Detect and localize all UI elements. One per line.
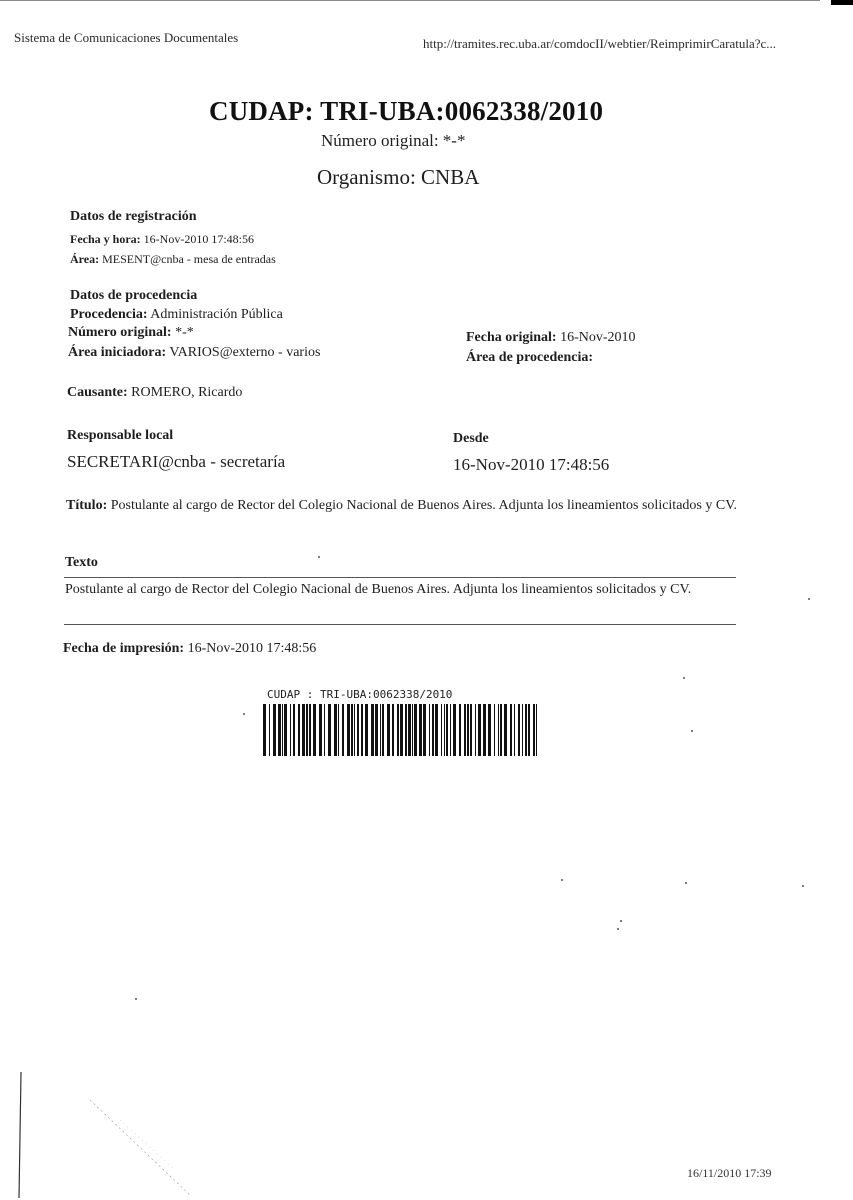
barcode-bar (278, 704, 281, 756)
barcode-bar (528, 704, 530, 756)
barcode-bar (500, 704, 502, 756)
barcode-bar (302, 704, 305, 756)
area-value: MESENT@cnba - mesa de entradas (102, 252, 276, 266)
barcode-image (263, 704, 537, 756)
barcode-bar (306, 704, 308, 756)
barcode-bar (375, 704, 378, 756)
organismo-title: Organismo: CNBA (317, 165, 480, 189)
barcode-bar (423, 704, 426, 756)
barcode-bar (522, 704, 523, 756)
scan-speck (561, 879, 563, 881)
area-iniciadora-label: Área iniciadora: (68, 345, 167, 360)
scan-speck (683, 677, 685, 679)
barcode-bar (467, 704, 469, 756)
barcode-bar (459, 704, 461, 756)
scan-speck (691, 730, 693, 732)
barcode-bar (464, 704, 466, 756)
barcode-bar (371, 704, 374, 756)
barcode-bar (414, 704, 417, 756)
page-url: http://tramites.rec.uba.ar/comdocII/webtier/ReimprimirCaratula?c... (423, 36, 777, 51)
barcode-bar (408, 704, 411, 756)
barcode-bar (387, 704, 390, 756)
barcode-bar (483, 704, 486, 756)
numero-original-title: Número original: *-* (321, 131, 466, 150)
cudap-title: CUDAP: TRI-UBA:0062338/2010 (209, 96, 604, 126)
desde-label: Desde (453, 431, 489, 446)
area-procedencia-label: Área de procedencia: (466, 350, 594, 365)
texto-top-rule (64, 577, 736, 578)
registracion-heading: Datos de registración (70, 209, 197, 224)
barcode-bar (533, 704, 535, 756)
desde-value: 16-Nov-2010 17:48:56 (453, 455, 610, 474)
barcode-bar (432, 704, 434, 756)
fecha-hora-value: 16-Nov-2010 17:48:56 (143, 232, 254, 246)
barcode-bar (269, 704, 270, 756)
barcode-caption: CUDAP : TRI-UBA:0062338/2010 (267, 688, 453, 701)
barcode-bar (293, 704, 295, 756)
barcode-bar (284, 704, 287, 756)
barcode-bar (453, 704, 456, 756)
barcode-bar (475, 704, 476, 756)
impresion-label: Fecha de impresión: (63, 641, 185, 656)
barcode-bar (435, 704, 438, 756)
barcode-bar (273, 704, 276, 756)
barcode-bar (488, 704, 491, 756)
barcode-bar (510, 704, 512, 756)
numero-original-row (68, 325, 194, 341)
barcode-bar (309, 704, 311, 756)
barcode-bar (514, 704, 515, 756)
texto-bottom-rule (64, 624, 736, 625)
impresion-row (63, 641, 316, 657)
barcode-bar (347, 704, 350, 756)
barcode-bar (338, 704, 339, 756)
scan-speck (685, 882, 687, 884)
fecha-original-row (466, 330, 636, 346)
barcode-bar (263, 704, 266, 756)
barcode-bar (400, 704, 403, 756)
barcode-bar (328, 704, 331, 756)
scan-speck (802, 885, 804, 887)
causante-value: ROMERO, Ricardo (131, 385, 243, 400)
barcode-bar (319, 704, 322, 756)
barcode-bar (498, 704, 499, 756)
barcode-bar (324, 704, 325, 756)
barcode-bar (441, 704, 442, 756)
responsable-value: SECRETARI@cnba - secretaría (67, 452, 286, 471)
barcode-bar (290, 704, 291, 756)
area-label: Área: (70, 252, 100, 266)
causante-row (67, 385, 242, 401)
barcode-bar (365, 704, 368, 756)
barcode-bar (444, 704, 445, 756)
scan-border-line (0, 0, 820, 1)
barcode-bar (397, 704, 399, 756)
barcode-bar (342, 704, 344, 756)
scan-speck (620, 920, 622, 922)
fax-timestamp: 16/11/2010 17:39 (687, 1166, 772, 1180)
texto-value: Postulante al cargo de Rector del Colegio Nacional de Buenos Aires. Adjunta los lineamientos solicitados y CV. (65, 582, 692, 597)
area-iniciadora-row (68, 345, 320, 361)
titulo-value: Postulante al cargo de Rector del Colegio Nacional de Buenos Aires. Adjunta los lineamientos solicitados y CV. (110, 498, 738, 513)
barcode-bar (351, 704, 353, 756)
barcode-bar (282, 704, 283, 756)
registracion-area-row (70, 252, 276, 267)
barcode-bar (382, 704, 384, 756)
barcode-bar (525, 704, 527, 756)
texto-label: Texto (65, 555, 98, 570)
numero-original-label: Número original: (68, 325, 172, 340)
barcode-bar (412, 704, 413, 756)
barcode-bar (298, 704, 300, 756)
impresion-value: 16-Nov-2010 17:48:56 (187, 641, 317, 656)
scan-speck (243, 713, 245, 715)
barcode-bar (334, 704, 337, 756)
registracion-fecha-row (70, 232, 254, 247)
area-iniciadora-value: VARIOS@externo - varios (169, 345, 321, 360)
barcode-bar (405, 704, 407, 756)
causante-label: Causante: (67, 385, 128, 400)
barcode-bar (392, 704, 394, 756)
barcode-bar (450, 704, 451, 756)
titulo-label: Título: (66, 498, 108, 513)
barcode-bar (494, 704, 495, 756)
fecha-original-value: 16-Nov-2010 (560, 330, 636, 345)
barcode-bar (446, 704, 448, 756)
barcode-bar (380, 704, 381, 756)
barcode-bar (313, 704, 316, 756)
barcode-bar (478, 704, 481, 756)
procedencia-value: Administración Pública (150, 307, 283, 322)
barcode-bar (419, 704, 422, 756)
scan-speck (135, 998, 137, 1000)
barcode-bar (357, 704, 359, 756)
scan-scratches (0, 1060, 220, 1200)
barcode-bar (429, 704, 430, 756)
titulo-block (66, 497, 756, 515)
scan-speck (318, 556, 320, 558)
scan-speck (808, 598, 810, 600)
responsable-label: Responsable local (67, 428, 174, 443)
barcode-bar (536, 704, 537, 756)
scan-corner-mark (831, 0, 853, 5)
procedencia-heading: Datos de procedencia (70, 288, 198, 303)
procedencia-label: Procedencia: (70, 307, 148, 322)
fecha-hora-label: Fecha y hora: (70, 232, 141, 246)
barcode-bar (518, 704, 520, 756)
scan-speck (617, 928, 619, 930)
numero-original-value: *-* (175, 325, 194, 340)
barcode-bar (354, 704, 355, 756)
barcode-bar (504, 704, 507, 756)
barcode-bar (470, 704, 472, 756)
barcode-bar (361, 704, 363, 756)
fecha-original-label: Fecha original: (466, 330, 557, 345)
procedencia-row (70, 307, 283, 323)
system-name: Sistema de Comunicaciones Documentales (14, 30, 239, 45)
